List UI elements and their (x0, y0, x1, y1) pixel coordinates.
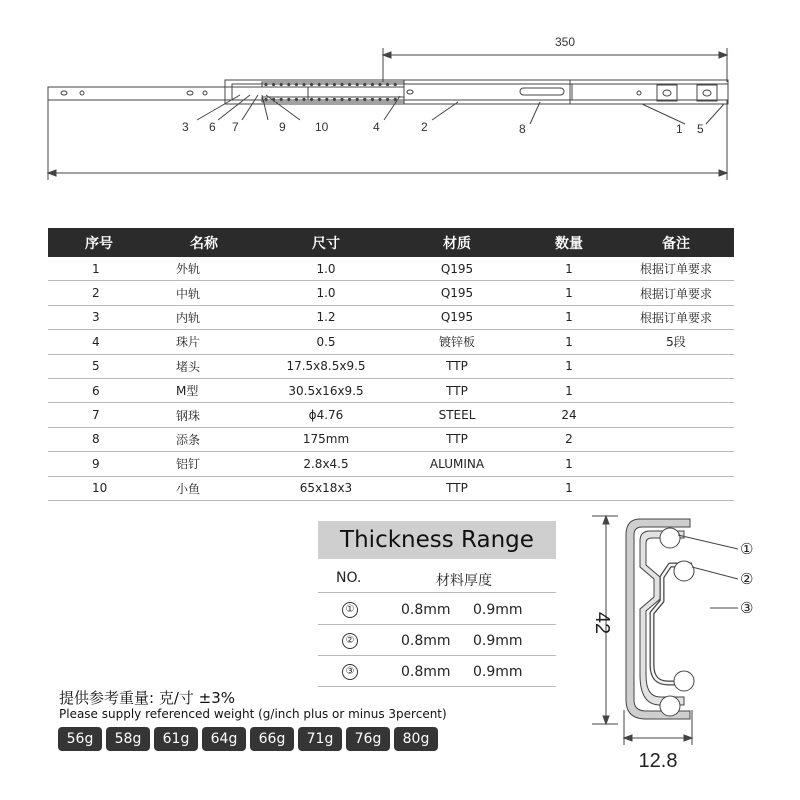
ball-dot (295, 98, 298, 101)
inner-rail (48, 87, 308, 100)
cell-name: 堵头 (150, 354, 258, 378)
table-row (48, 305, 734, 329)
ball-dot (394, 83, 397, 86)
cell-material: Q195 (394, 305, 520, 329)
callout-7: 7 (232, 120, 239, 134)
rail-hole (80, 91, 84, 95)
dim-12-8-label: 12.8 (638, 750, 678, 772)
weight-options (58, 727, 438, 751)
ball-dot (272, 83, 275, 86)
cell-quantity: 1 (520, 330, 618, 354)
dim-arrow (719, 52, 727, 58)
dim-350-label: 350 (554, 35, 576, 49)
header-quantity: 数量 (520, 228, 618, 257)
cell-quantity: 1 (520, 452, 618, 476)
callout-3: 3 (182, 120, 189, 134)
callout-6: 6 (209, 120, 216, 134)
thickness-min: 0.8mm (401, 664, 451, 680)
weight-option[interactable]: 66g (250, 727, 294, 751)
cell-quantity: 1 (520, 257, 618, 281)
rail-slot (520, 88, 564, 95)
leader-2 (432, 102, 458, 120)
cell-remarks: 根据订单要求 (618, 281, 734, 305)
table-row (48, 281, 734, 305)
cell-remarks (618, 476, 734, 500)
ball-dot (333, 83, 336, 86)
rail-hole (61, 91, 67, 95)
cell-size: ϕ4.76 (258, 403, 394, 427)
ball-dot (318, 98, 321, 101)
leader-5 (706, 104, 724, 124)
rail-hole (203, 91, 207, 95)
ball-dot (371, 83, 374, 86)
cell-size: 0.5 (258, 330, 394, 354)
dim-arrow (603, 716, 609, 724)
ball-dot (310, 83, 313, 86)
thickness-material-header: 材料厚度 (436, 573, 492, 589)
header-size: 尺寸 (258, 228, 394, 257)
end-stopper (697, 85, 717, 101)
section-callout-3: ③ (740, 600, 754, 617)
weight-option[interactable]: 80g (394, 727, 438, 751)
ball-dot (371, 98, 374, 101)
cell-material: ALUMINA (394, 452, 520, 476)
cell-material: Q195 (394, 281, 520, 305)
thickness-min: 0.8mm (401, 633, 451, 649)
cell-quantity: 1 (520, 281, 618, 305)
ball-dot (363, 83, 366, 86)
cell-index: 7 (48, 403, 150, 427)
cell-index: 8 (48, 427, 150, 451)
table-row (48, 378, 734, 402)
ball-dot (340, 83, 343, 86)
callout-4: 4 (373, 120, 380, 134)
cell-remarks (618, 452, 734, 476)
thickness-no: ③ (342, 664, 358, 680)
callout-9: 9 (279, 120, 286, 134)
cell-name: 小鱼 (150, 476, 258, 500)
cell-index: 9 (48, 452, 150, 476)
callout-8: 8 (519, 122, 526, 136)
table-row (48, 427, 734, 451)
rail-hole (407, 90, 413, 94)
weight-option[interactable]: 76g (346, 727, 390, 751)
cell-size: 1.0 (258, 281, 394, 305)
cell-name: 外轨 (150, 257, 258, 281)
thickness-row (318, 594, 556, 625)
rail-hole (637, 91, 641, 95)
disconnect-lever (657, 85, 677, 101)
cell-material: 镀锌板 (394, 330, 520, 354)
ball-dot (356, 98, 359, 101)
weight-option[interactable]: 64g (202, 727, 246, 751)
cell-material: TTP (394, 476, 520, 500)
cell-quantity: 1 (520, 354, 618, 378)
cell-material: TTP (394, 378, 520, 402)
weight-option[interactable]: 58g (106, 727, 150, 751)
ball-dot (302, 83, 305, 86)
cell-quantity: 1 (520, 378, 618, 402)
cell-size: 65x18x3 (258, 476, 394, 500)
cell-name: M型 (150, 378, 258, 402)
ball-dot (363, 98, 366, 101)
thickness-no-header: NO. (336, 570, 362, 586)
weight-option[interactable]: 56g (58, 727, 102, 751)
callout-2: 2 (421, 120, 428, 134)
leader-8 (530, 102, 540, 124)
thickness-max: 0.9mm (473, 664, 523, 680)
middle-rail (232, 84, 572, 100)
thickness-max: 0.9mm (473, 602, 523, 618)
steel-ball (660, 528, 680, 548)
table-row (48, 257, 734, 281)
dim-arrow (48, 170, 56, 176)
table-row (48, 476, 734, 500)
cell-index: 10 (48, 476, 150, 500)
cell-name: 珠片 (150, 330, 258, 354)
parts-table-header (48, 228, 734, 257)
cell-name: 中轨 (150, 281, 258, 305)
cell-remarks (618, 354, 734, 378)
section-leader-2 (692, 567, 738, 579)
ball-dot (318, 83, 321, 86)
thickness-row (318, 656, 556, 687)
dim-arrow (719, 170, 727, 176)
header-index: 序号 (48, 228, 150, 257)
leader-1 (642, 104, 685, 124)
dim-arrow (624, 735, 632, 741)
thickness-min: 0.8mm (401, 602, 451, 618)
ball-dot (340, 98, 343, 101)
ball-dot (295, 83, 298, 86)
thickness-no: ② (342, 633, 358, 649)
ball-dot (325, 83, 328, 86)
cell-material: STEEL (394, 403, 520, 427)
rail-cross-section (580, 505, 790, 775)
callout-1: 1 (676, 122, 683, 136)
parts-table (48, 228, 734, 501)
leader-10 (266, 95, 300, 120)
ball-dot (287, 83, 290, 86)
cell-index: 3 (48, 305, 150, 329)
steel-ball (660, 696, 680, 716)
cell-size: 30.5x16x9.5 (258, 378, 394, 402)
ball-dot (280, 98, 283, 101)
ball-dot (386, 98, 389, 101)
cell-index: 5 (48, 354, 150, 378)
cell-index: 6 (48, 378, 150, 402)
section-callout-2: ② (740, 571, 754, 588)
cell-size: 2.8x4.5 (258, 452, 394, 476)
cell-quantity: 1 (520, 476, 618, 500)
weight-option[interactable]: 71g (298, 727, 342, 751)
thickness-row (318, 625, 556, 656)
cell-remarks: 根据订单要求 (618, 305, 734, 329)
ball-dot (264, 98, 267, 101)
rail-hole (703, 90, 711, 96)
rail-hole (663, 90, 671, 96)
cell-remarks: 5段 (618, 330, 734, 354)
ball-dot (386, 83, 389, 86)
ball-dot (378, 98, 381, 101)
header-material: 材质 (394, 228, 520, 257)
dim-arrow (684, 735, 692, 741)
cell-material: TTP (394, 427, 520, 451)
cell-size: 1.0 (258, 257, 394, 281)
ball-dot (302, 98, 305, 101)
cell-index: 1 (48, 257, 150, 281)
weight-title-en: Please supply referenced weight (g/inch plus or minus 3percent) (59, 707, 447, 721)
section-leader-1 (678, 535, 738, 549)
cell-material: Q195 (394, 257, 520, 281)
divider (318, 592, 556, 593)
weight-option[interactable]: 61g (154, 727, 198, 751)
thickness-max: 0.9mm (473, 633, 523, 649)
dim-arrow (603, 516, 609, 524)
cell-remarks (618, 427, 734, 451)
cell-quantity: 1 (520, 305, 618, 329)
cell-remarks (618, 403, 734, 427)
ball-dot (378, 83, 381, 86)
ball-dot (333, 98, 336, 101)
ball-dot (325, 98, 328, 101)
thickness-range-title: Thickness Range (318, 521, 556, 559)
table-row (48, 354, 734, 378)
ball-dot (356, 83, 359, 86)
ball-dot (310, 98, 313, 101)
ball-dot (264, 83, 267, 86)
cell-name: 钢珠 (150, 403, 258, 427)
cell-index: 2 (48, 281, 150, 305)
dim-42-label: 42 (591, 611, 613, 635)
weight-title-cn: 提供参考重量: 克/寸 ±3% (59, 689, 236, 707)
header-remarks: 备注 (618, 228, 734, 257)
ball-dot (348, 98, 351, 101)
steel-balls (264, 83, 396, 101)
ball-dot (348, 83, 351, 86)
thickness-no: ① (342, 602, 358, 618)
rail-hole (187, 91, 193, 95)
cell-size: 175mm (258, 427, 394, 451)
cell-quantity: 24 (520, 403, 618, 427)
cell-remarks (618, 378, 734, 402)
ball-dot (287, 98, 290, 101)
cell-name: 铝钉 (150, 452, 258, 476)
cell-size: 17.5x8.5x9.5 (258, 354, 394, 378)
steel-ball (674, 561, 694, 581)
cell-remarks: 根据订单要求 (618, 257, 734, 281)
table-row (48, 330, 734, 354)
header-name: 名称 (150, 228, 258, 257)
cell-name: 添条 (150, 427, 258, 451)
table-row (48, 452, 734, 476)
cell-quantity: 2 (520, 427, 618, 451)
callout-10: 10 (315, 120, 329, 134)
cell-index: 4 (48, 330, 150, 354)
ball-dot (280, 83, 283, 86)
steel-ball (674, 671, 694, 691)
table-row (48, 403, 734, 427)
cell-name: 内轨 (150, 305, 258, 329)
cell-size: 1.2 (258, 305, 394, 329)
section-callout-1: ① (740, 541, 754, 558)
cell-material: TTP (394, 354, 520, 378)
callout-5: 5 (697, 122, 704, 136)
dim-arrow (383, 52, 391, 58)
